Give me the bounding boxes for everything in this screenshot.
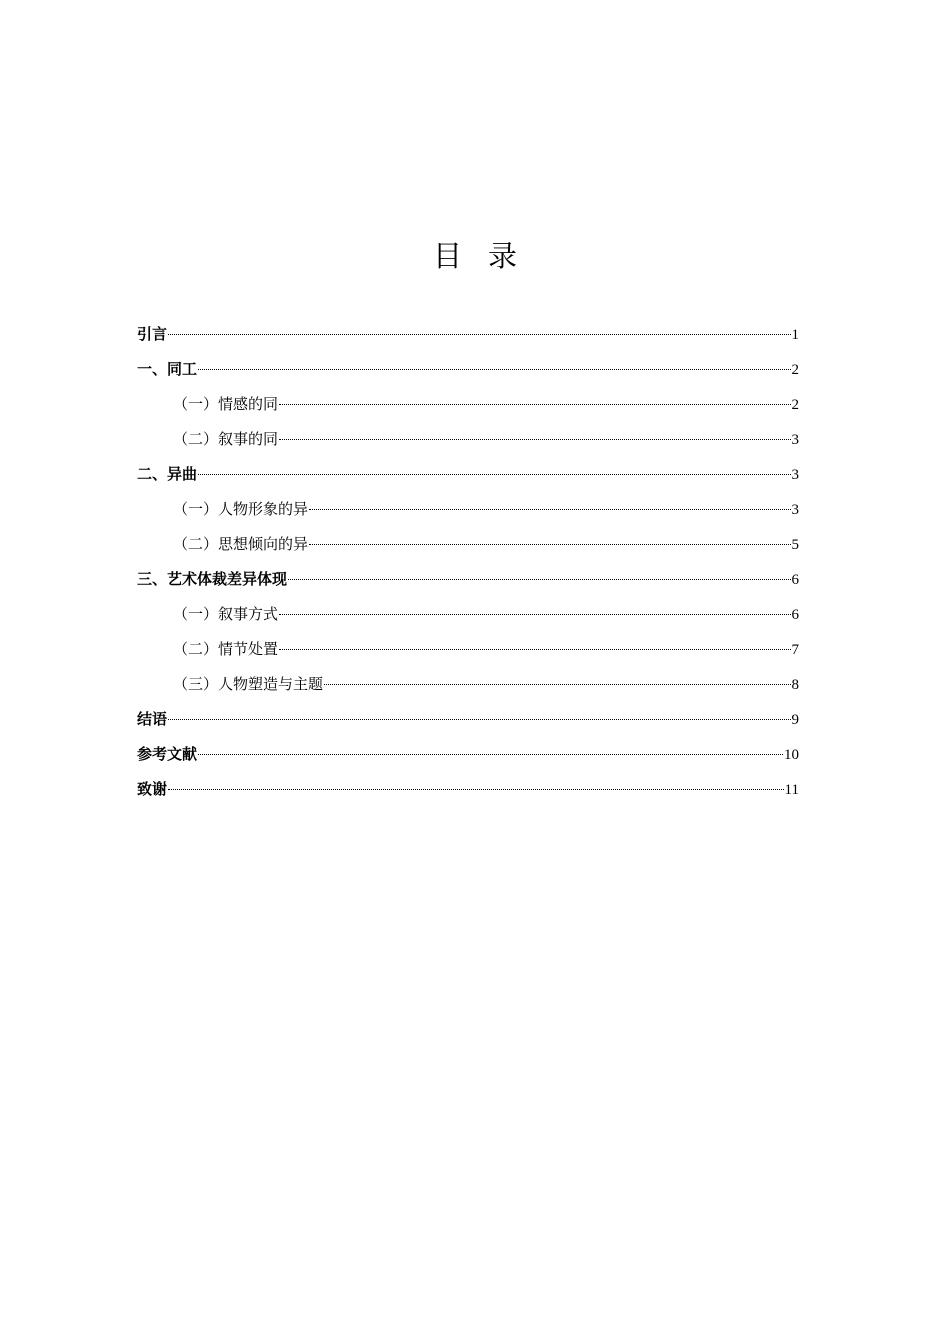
toc-leader-dots bbox=[324, 684, 790, 685]
toc-entry-label: （二）情节处置 bbox=[173, 640, 279, 658]
toc-leader-dots bbox=[279, 614, 790, 615]
toc-leader-dots bbox=[288, 579, 790, 580]
toc-entry-section-3[interactable] bbox=[137, 562, 799, 597]
toc-leader-dots bbox=[309, 544, 790, 545]
toc-entry-section-3-1[interactable] bbox=[137, 597, 799, 632]
toc-entry-label: 参考文献 bbox=[137, 745, 198, 763]
toc-entry-label: （三）人物塑造与主题 bbox=[173, 675, 324, 693]
toc-entry-label: （二）叙事的同 bbox=[173, 430, 279, 448]
toc-entry-conclusion[interactable] bbox=[137, 702, 799, 737]
toc-leader-dots bbox=[279, 439, 790, 440]
toc-entry-intro[interactable] bbox=[137, 317, 799, 352]
toc-leader-dots bbox=[198, 754, 783, 755]
toc-entry-label: 三、艺术体裁差异体现 bbox=[137, 570, 288, 588]
toc-page-number: 5 bbox=[791, 537, 799, 553]
toc-entry-label: 结语 bbox=[137, 710, 168, 728]
toc-page-number: 6 bbox=[791, 572, 799, 588]
toc-leader-dots bbox=[279, 649, 790, 650]
toc-leader-dots bbox=[279, 404, 790, 405]
toc-entry-label: 一、同工 bbox=[137, 360, 198, 378]
toc-entry-references[interactable] bbox=[137, 737, 799, 772]
toc-leader-dots bbox=[168, 334, 790, 335]
toc-entry-section-3-3[interactable] bbox=[137, 667, 799, 702]
toc-entry-label: （一）情感的同 bbox=[173, 395, 279, 413]
page-title: 目录 bbox=[432, 239, 543, 273]
toc-entry-acknowledgements[interactable] bbox=[137, 772, 799, 807]
toc-page-number: 10 bbox=[784, 747, 799, 763]
toc-page-number: 6 bbox=[791, 607, 799, 623]
toc-page-number: 3 bbox=[791, 432, 799, 448]
toc-entry-label: 引言 bbox=[137, 325, 168, 343]
toc-entry-section-1-1[interactable] bbox=[137, 387, 799, 422]
toc-entry-label: （一）叙事方式 bbox=[173, 605, 279, 623]
toc-entry-section-1[interactable] bbox=[137, 352, 799, 387]
toc-entry-label: （二）思想倾向的异 bbox=[173, 535, 309, 553]
toc-leader-dots bbox=[168, 789, 784, 790]
toc-page-number: 2 bbox=[791, 362, 799, 378]
toc-entry-section-2-1[interactable] bbox=[137, 492, 799, 527]
toc-leader-dots bbox=[198, 474, 790, 475]
toc-entry-label: （一）人物形象的异 bbox=[173, 500, 309, 518]
toc-entry-label: 致谢 bbox=[137, 780, 168, 798]
toc-page-number: 3 bbox=[791, 502, 799, 518]
toc-page-number: 2 bbox=[791, 397, 799, 413]
toc-page-number: 8 bbox=[791, 677, 799, 693]
toc-page-number: 3 bbox=[791, 467, 799, 483]
toc-leader-dots bbox=[168, 719, 790, 720]
toc-entry-section-3-2[interactable] bbox=[137, 632, 799, 667]
toc-page-number: 1 bbox=[791, 327, 799, 343]
toc-page-number: 7 bbox=[791, 642, 799, 658]
toc-page-number: 11 bbox=[784, 782, 799, 798]
toc-leader-dots bbox=[198, 369, 790, 370]
toc-entry-section-2-2[interactable] bbox=[137, 527, 799, 562]
toc-page-number: 9 bbox=[791, 712, 799, 728]
toc-entry-label: 二、异曲 bbox=[137, 465, 198, 483]
toc-leader-dots bbox=[309, 509, 790, 510]
toc-entry-section-2[interactable] bbox=[137, 457, 799, 492]
table-of-contents bbox=[137, 317, 799, 807]
toc-entry-section-1-2[interactable] bbox=[137, 422, 799, 457]
